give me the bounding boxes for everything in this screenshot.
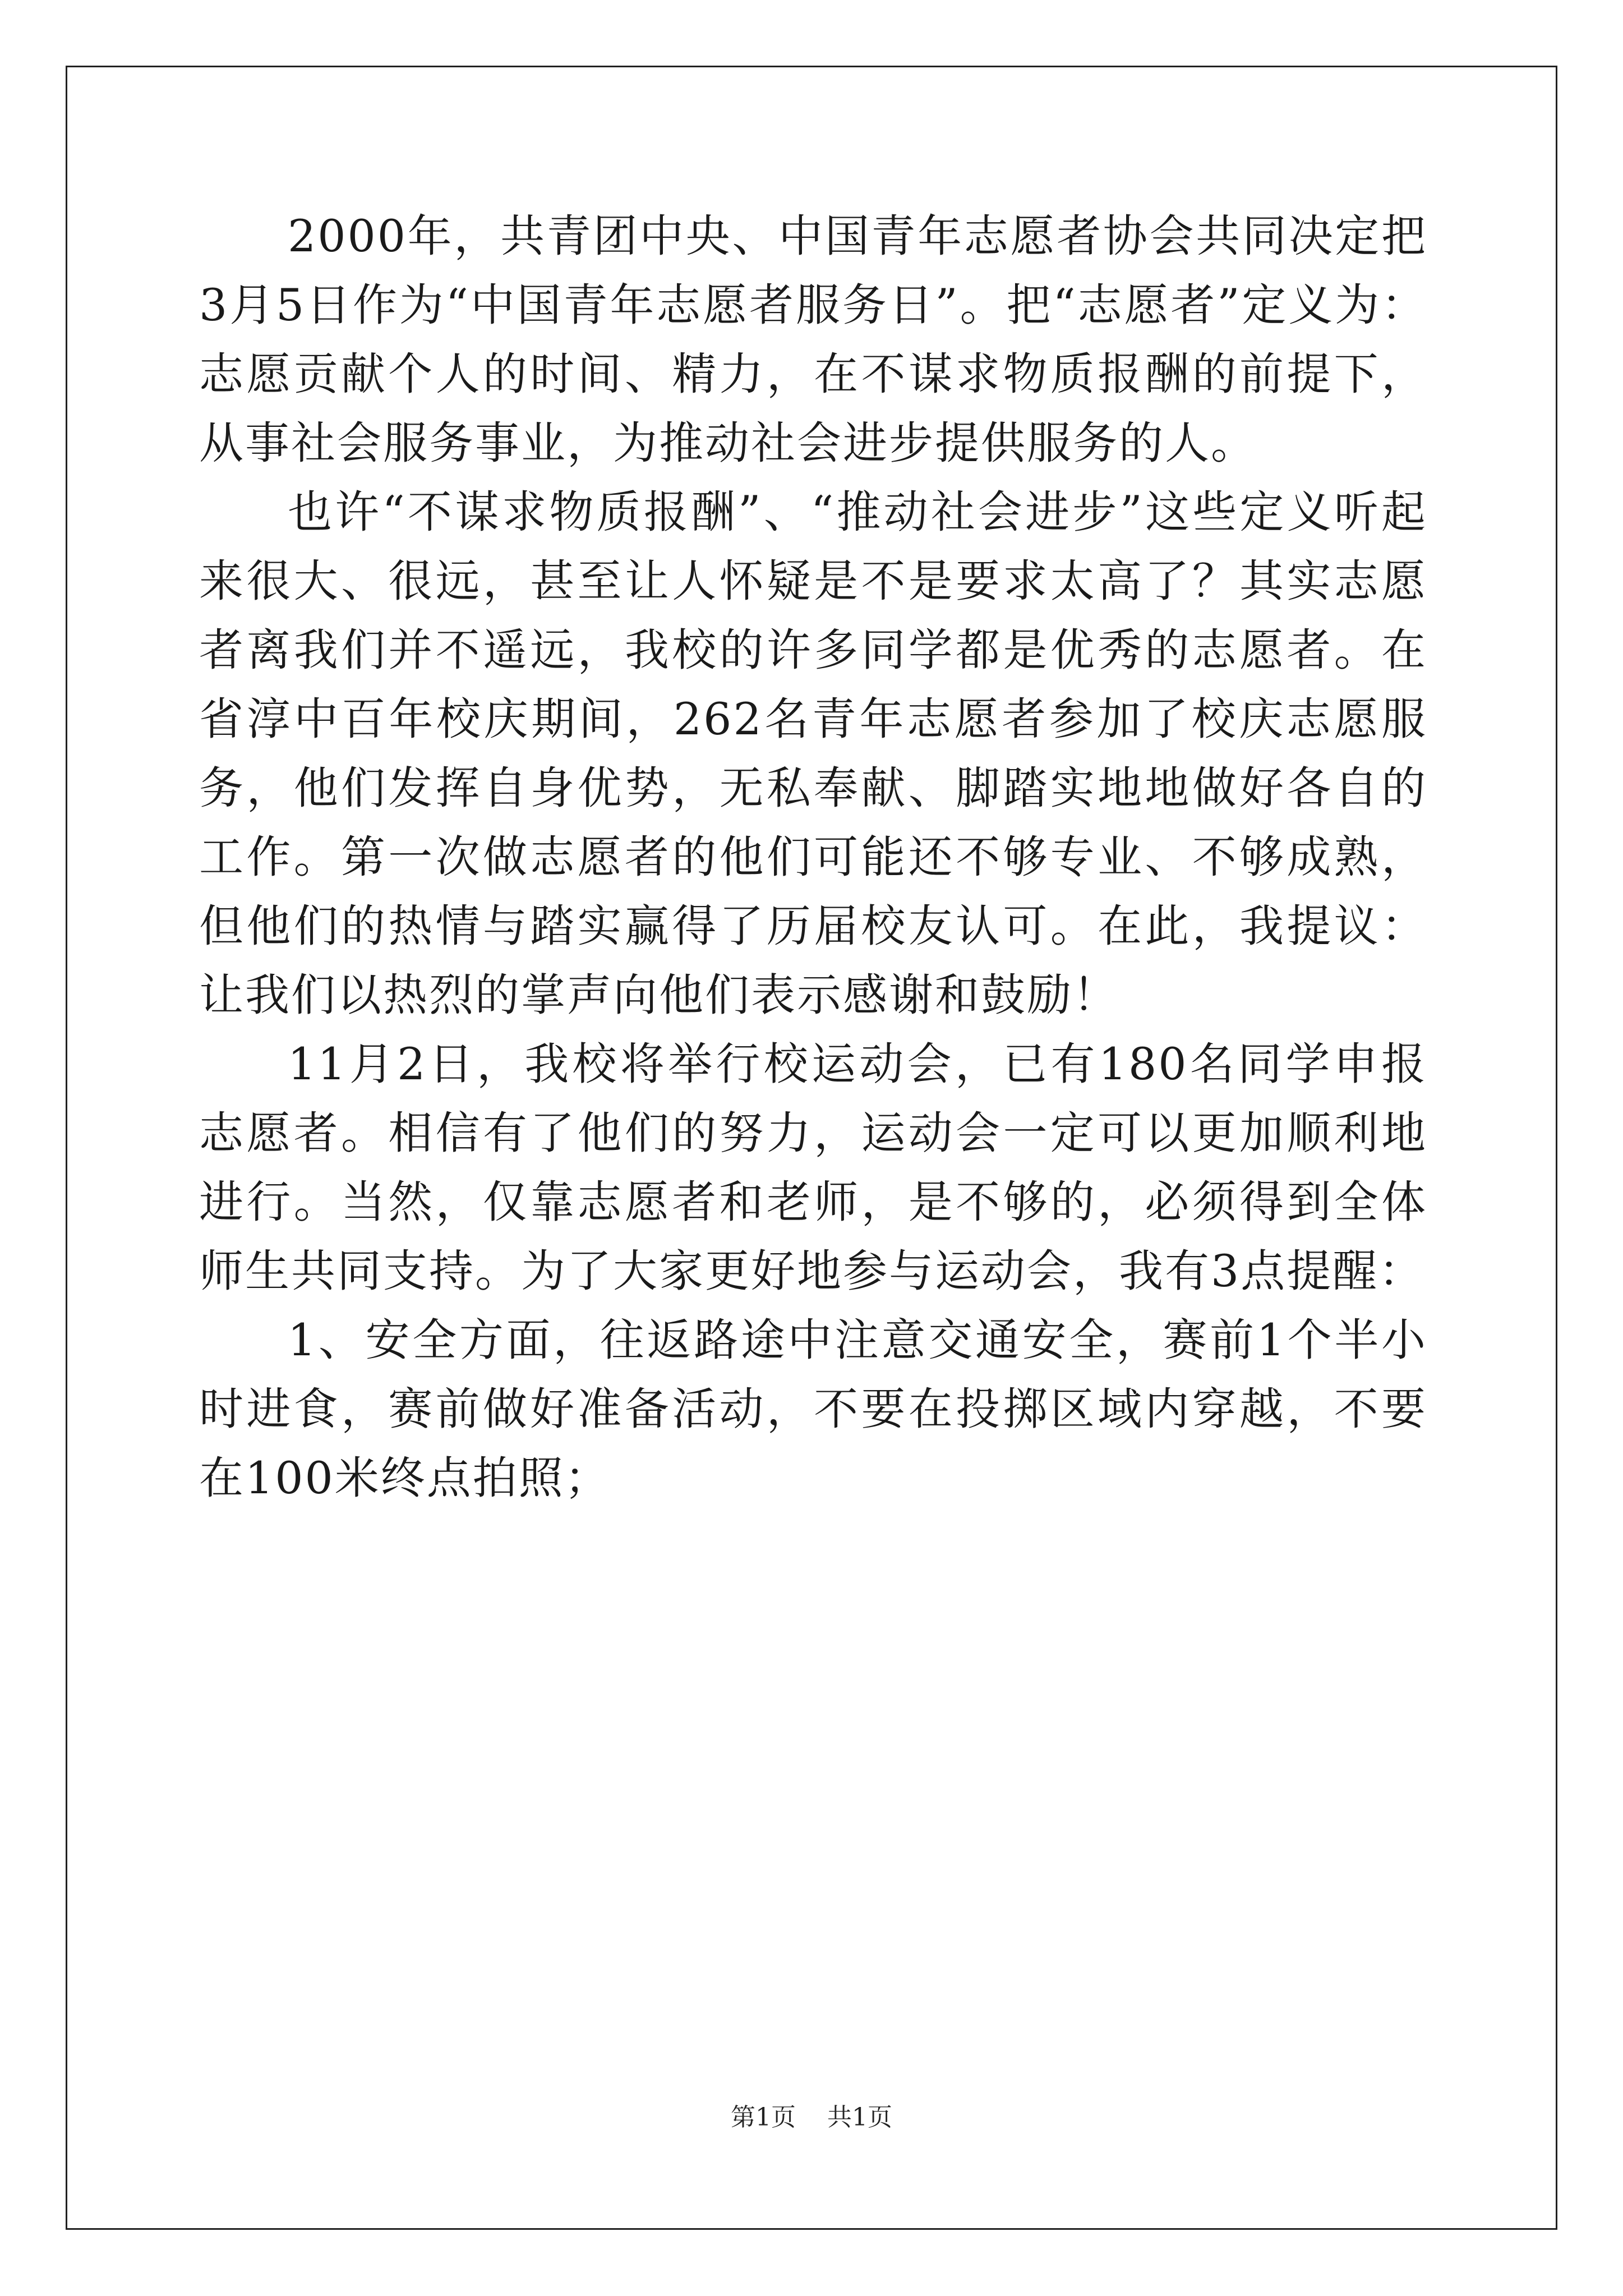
paragraph: 1、安全方面，往返路途中注意交通安全，赛前1个半小时进食，赛前做好准备活动，不要在投掷区域内穿越，不要在100米终点拍照； xyxy=(199,1314,1427,1504)
page-number: 第1页 xyxy=(731,2103,796,2132)
document-body xyxy=(199,202,1427,1513)
paragraph: 也许“不谋求物质报酬”、“推动社会进步”这些定义听起来很大、很远，甚至让人怀疑是不是要求太高了？其实志愿者离我们并不遥远，我校的许多同学都是优秀的志愿者。在省淳中百年校庆期间，262名青年志愿者参加了校庆志愿服务，他们发挥自身优势，无私奉献、脚踏实地地做好各自的工作。第一次做志愿者的他们可能还不够专业、不够成熟，但他们的热情与踏实赢得了历届校友认可。在此，我提议：让我们以热烈的掌声向他们表示感谢和鼓励！ xyxy=(199,486,1427,1021)
page-footer xyxy=(0,2101,1623,2134)
paragraph: 11月2日，我校将举行校运动会，已有180名同学申报志愿者。相信有了他们的努力，运动会一定可以更加顺利地进行。当然，仅靠志愿者和老师，是不够的，必须得到全体师生共同支持。为了大家更好地参与运动会，我有3点提醒： xyxy=(199,1038,1427,1297)
paragraph: 2000年，共青团中央、中国青年志愿者协会共同决定把3月5日作为“中国青年志愿者服务日”。把“志愿者”定义为：志愿贡献个人的时间、精力，在不谋求物质报酬的前提下，从事社会服务事业，为推动社会进步提供服务的人。 xyxy=(199,210,1427,469)
total-pages: 共1页 xyxy=(827,2103,892,2132)
